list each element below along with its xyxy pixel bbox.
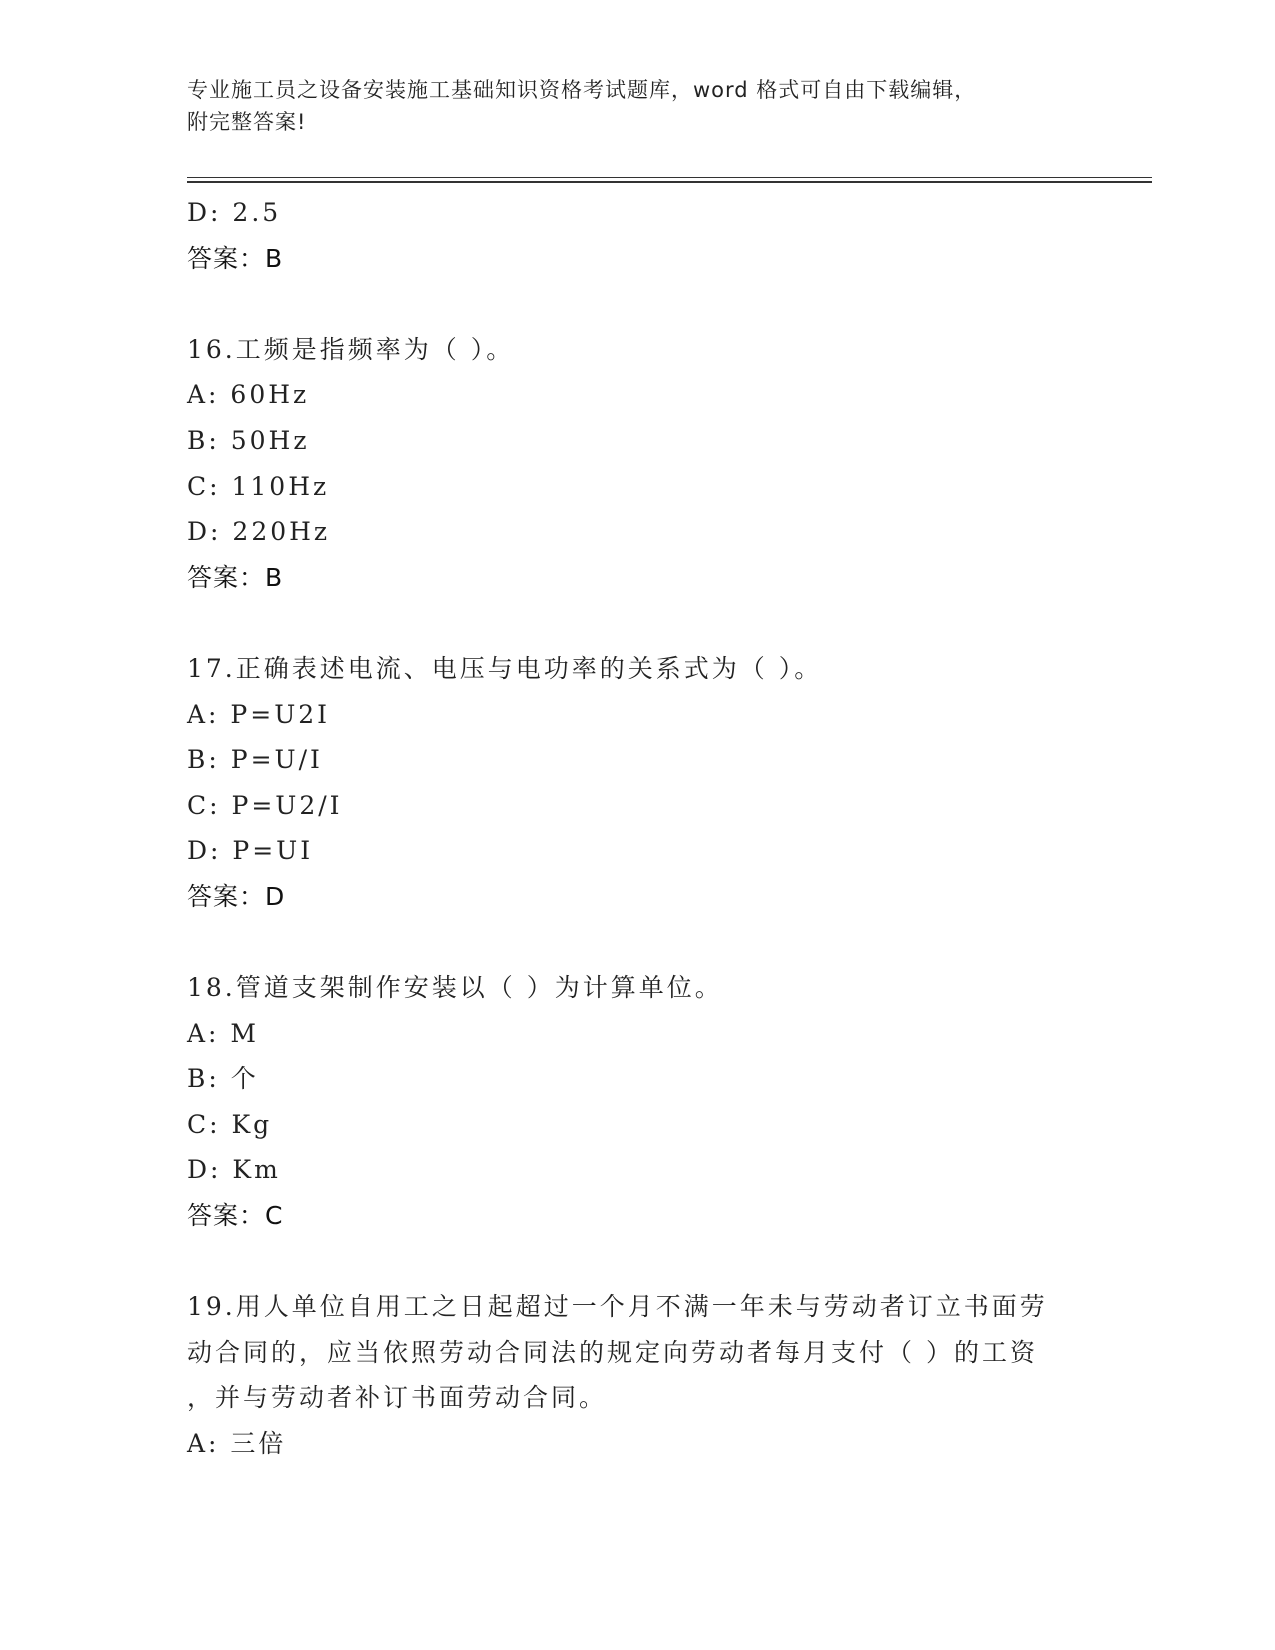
- option-a: A: M: [187, 1018, 260, 1048]
- header-divider-thick: [187, 181, 1152, 183]
- option-d: D: Km: [187, 1155, 281, 1185]
- question-17: [187, 646, 1087, 920]
- option-b: B: 50Hz: [187, 425, 310, 455]
- answer-label: 答案：D: [187, 881, 286, 911]
- spacer: [187, 1239, 1087, 1285]
- answer-label: 答案：C: [187, 1201, 284, 1231]
- option-b: B: P=U/I: [187, 745, 323, 775]
- previous-question-tail: [187, 190, 1087, 281]
- option-a: A: 三倍: [187, 1429, 287, 1459]
- spacer: [187, 920, 1087, 966]
- question-stem-line-3: ，并与劳动者补订书面劳动合同。: [187, 1383, 608, 1413]
- question-stem-line-1: 19.用人单位自用工之日起超过一个月不满一年未与劳动者订立书面劳: [187, 1292, 1048, 1322]
- header-line-2: 附完整答案!: [187, 110, 307, 134]
- option-d: D: P=UI: [187, 836, 314, 866]
- spacer: [187, 281, 1087, 327]
- option-d: D: 2.5: [187, 198, 282, 227]
- question-stem-line-2: 动合同的，应当依照劳动合同法的规定向劳动者每月支付（ ）的工资: [187, 1337, 1038, 1367]
- option-c: C: P=U2/I: [187, 790, 343, 820]
- option-a: A: 60Hz: [187, 380, 310, 410]
- question-18: [187, 965, 1087, 1239]
- header-line-1: 专业施工员之设备安装施工基础知识资格考试题库，word 格式可自由下载编辑，: [187, 78, 977, 102]
- option-d: D: 220Hz: [187, 517, 331, 547]
- option-b: B: 个: [187, 1064, 259, 1094]
- document-header: [187, 74, 1087, 138]
- question-list: [187, 190, 1087, 1467]
- option-c: C: Kg: [187, 1109, 273, 1139]
- question-16: [187, 327, 1087, 601]
- option-a: A: P=U2I: [187, 699, 331, 729]
- header-divider-thin: [187, 177, 1152, 178]
- spacer: [187, 600, 1087, 646]
- answer-label: 答案：B: [187, 562, 284, 592]
- question-stem: 16.工频是指频率为（ ）。: [187, 334, 515, 364]
- question-stem: 18.管道支架制作安装以（ ）为计算单位。: [187, 973, 723, 1003]
- question-19: [187, 1284, 1087, 1466]
- question-stem: 17.正确表述电流、电压与电功率的关系式为（ ）。: [187, 653, 823, 683]
- option-c: C: 110Hz: [187, 471, 330, 501]
- answer-label: 答案：B: [187, 243, 284, 273]
